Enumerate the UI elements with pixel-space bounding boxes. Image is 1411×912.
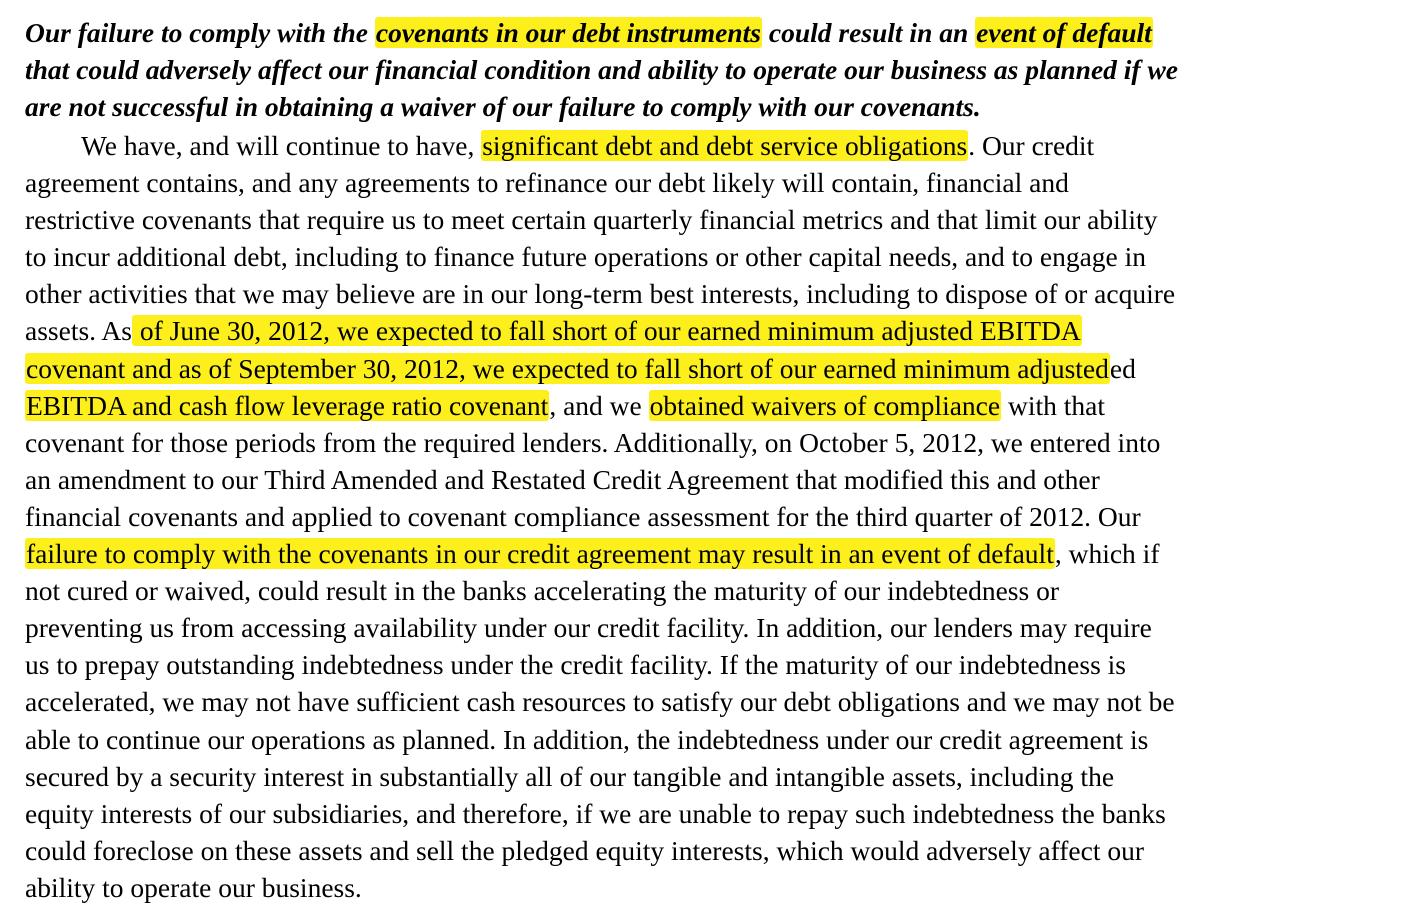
- paragraph-line: [25, 164, 1400, 201]
- text-run: us to prepay outstanding indebtedness under the credit facility. If the maturity of our indebtedness is: [25, 649, 1126, 681]
- text-run: that could adversely affect our financial condition and ability to operate our business as planned if we: [25, 54, 1179, 85]
- text-run: secured by a security interest in substantially all of our tangible and intangible assets, including the: [25, 760, 1115, 792]
- highlighted-text: of June 30, 2012, we expected to fall short of our earned minimum adjusted EBITDA: [132, 315, 1081, 347]
- risk-factor-heading: [25, 14, 1400, 125]
- paragraph-line: [25, 609, 1400, 646]
- text-run: ed: [1109, 352, 1136, 384]
- highlighted-text: significant debt and debt service obligations: [482, 130, 968, 161]
- highlighted-text: failure to comply with the covenants in our credit agreement may result in an event of default: [26, 538, 1054, 570]
- heading-line: [25, 88, 1400, 125]
- paragraph-line: [25, 275, 1400, 312]
- text-run: could foreclose on these assets and sell the pledged equity interests, which would adversely affect our: [25, 834, 1145, 866]
- text-run: an amendment to our Third Amended and Restated Credit Agreement that modified this and other: [25, 463, 1100, 495]
- text-run: with that: [1001, 389, 1105, 421]
- paragraph-line: [25, 758, 1400, 795]
- text-run: are not successful in obtaining a waiver of our failure to comply with our covenants.: [25, 91, 981, 122]
- paragraph-line: [25, 201, 1400, 238]
- paragraph-line: [25, 498, 1400, 535]
- text-run: able to continue our operations as planned. In addition, the indebtedness under our credit agreement is: [25, 723, 1149, 755]
- paragraph-line: [25, 683, 1400, 720]
- text-run: , and we: [549, 389, 649, 421]
- paragraph-line: [25, 127, 1400, 164]
- text-run: could result in an: [761, 17, 976, 48]
- text-run: . Our credit: [968, 130, 1095, 161]
- text-run: preventing us from accessing availability under our credit facility. In addition, our lenders may require: [25, 612, 1152, 644]
- highlighted-text: covenant and as of September 30, 2012, we expected to fall short of our earned minimum adjusted: [26, 352, 1109, 384]
- text-run: financial covenants and applied to covenant compliance assessment for the third quarter of 2012. Our: [25, 500, 1141, 532]
- paragraph-line: [25, 238, 1400, 275]
- paragraph-line: [25, 424, 1400, 461]
- paragraph-line: [25, 795, 1400, 832]
- paragraph-line: [25, 350, 1400, 387]
- document-page: [25, 0, 1400, 906]
- text-run: not cured or waived, could result in the banks accelerating the maturity of our indebtedness or: [25, 575, 1059, 607]
- paragraph-line: [25, 721, 1400, 758]
- text-run: Our failure to comply with the: [25, 17, 375, 48]
- text-run: assets. As: [25, 315, 132, 347]
- paragraph-line: [25, 869, 1400, 906]
- paragraph-line: [25, 832, 1400, 869]
- paragraph-line: [25, 387, 1400, 424]
- highlighted-text: covenants in our debt instruments: [375, 17, 761, 48]
- paragraph-line: [25, 312, 1400, 349]
- highlighted-text: obtained waivers of compliance: [649, 389, 1001, 421]
- heading-line: [25, 51, 1400, 88]
- text-run: to incur additional debt, including to finance future operations or other capital needs, and to engage in: [25, 241, 1147, 273]
- text-run: ability to operate our business.: [25, 871, 362, 903]
- highlighted-text: EBITDA and cash flow leverage ratio covenant: [26, 389, 549, 421]
- text-run: accelerated, we may not have sufficient cash resources to satisfy our debt obligations and we may not be: [25, 686, 1175, 718]
- paragraph-line: [25, 461, 1400, 498]
- paragraph-line: [25, 535, 1400, 572]
- text-run: , which if: [1054, 538, 1160, 570]
- paragraph-line: [25, 572, 1400, 609]
- text-run: agreement contains, and any agreements to refinance our debt likely will contain, financial and: [25, 167, 1069, 199]
- highlighted-text: event of default: [976, 17, 1152, 48]
- text-run: restrictive covenants that require us to meet certain quarterly financial metrics and that limit our ability: [25, 204, 1158, 236]
- risk-factor-paragraph: [25, 127, 1400, 906]
- text-run: equity interests of our subsidiaries, and therefore, if we are unable to repay such indebtedness the banks: [25, 797, 1166, 829]
- text-run: covenant for those periods from the required lenders. Additionally, on October 5, 2012, we entered into: [25, 426, 1161, 458]
- text-run: We have, and will continue to have,: [81, 130, 482, 161]
- paragraph-line: [25, 646, 1400, 683]
- heading-line: [25, 14, 1400, 51]
- text-run: other activities that we may believe are in our long-term best interests, including to dispose of or acquire: [25, 278, 1176, 310]
